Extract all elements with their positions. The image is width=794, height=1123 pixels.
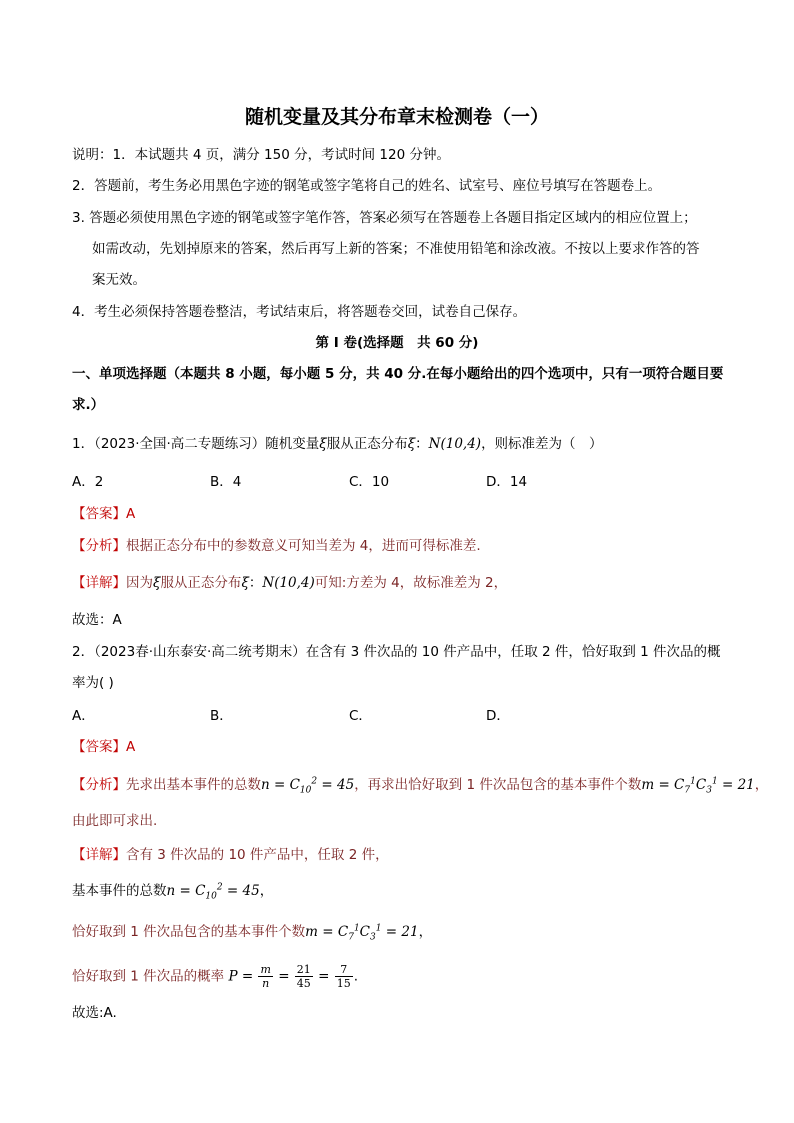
note-line-3: 3. 答题必须使用黑色字迹的钢笔或签字笔作答，答案必须写在答题卷上各题目指定区域内的相应位置上；	[72, 210, 697, 226]
m-formula: $m = C_7^1C_3^1 = 21$	[641, 776, 755, 796]
part-heading-cont: 求.）	[72, 397, 105, 413]
q2-stem: 2．（2023春·山东泰安·高二统考期末）在含有 3 件次品的 10 件产品中，任取 2 件，恰好取到 1 件次品的概	[72, 644, 721, 660]
q2-option-c: C．	[349, 708, 372, 724]
q2-stem-cont: 率为( )	[72, 675, 114, 691]
q2-analysis: 【分析】先求出基本事件的总数$n = C_{10}^2 = 45$，再求出恰好取到 1 件次品包含的基本事件个数$m = C_7^1C_3^1 = 21$，	[72, 776, 769, 796]
q2-total-events: 基本事件的总数$n = C_{10}^2 = 45$，	[72, 882, 274, 902]
fraction-7-15: $\frac{7}{15}$	[336, 963, 351, 990]
note-line-4: 4．考生必须保持答题卷整洁，考试结束后，将答题卷交回，试卷自己保存。	[72, 304, 527, 320]
q1-choice: 故选：A	[72, 612, 122, 628]
page-title: 随机变量及其分布章末检测卷（一）	[244, 106, 549, 128]
note-line-1: 说明：1．本试题共 4 页，满分 150 分，考试时间 120 分钟。	[72, 147, 450, 163]
note-line-3-cont: 如需改动，先划掉原来的答案，然后再写上新的答案；不准使用铅笔和涂改液。不按以上要求作答的答	[92, 241, 700, 257]
normal-dist: N(10,4)	[428, 436, 482, 452]
q2-detail: 【详解】含有 3 件次品的 10 件产品中，任取 2 件，	[72, 847, 389, 863]
note-line-2: 2．答题前，考生务必用黑色字迹的钢笔或签字笔将自己的姓名、试室号、座位号填写在答题卷上。	[72, 178, 662, 194]
fraction-m-n: $\frac{m}{n}$	[260, 963, 271, 990]
q1-stem: 1．（2023·全国·高二专题练习）随机变量ξ服从正态分布ξ：N(10,4)，则标准差为（ ）	[72, 436, 603, 452]
q2-option-a: A．	[72, 708, 95, 724]
q2-favorable-events: 恰好取到 1 件次品包含的基本事件个数$m = C_7^1C_3^1 = 21$，	[72, 923, 433, 943]
fraction-21-45: $\frac{21}{45}$	[296, 963, 311, 990]
q2-option-b: B．	[210, 708, 233, 724]
section-heading: 第 I 卷(选择题 共 60 分)	[315, 335, 479, 351]
q2-analysis-cont: 由此即可求出.	[72, 813, 158, 829]
q1-answer: 【答案】A	[72, 506, 136, 522]
q2-answer: 【答案】A	[72, 739, 136, 755]
xi-symbol: ξ	[319, 436, 327, 452]
q1-option-a: A．2	[72, 474, 104, 490]
q1-option-b: B．4	[210, 474, 242, 490]
n-formula: $n = C_{10}^2 = 45$	[261, 776, 355, 796]
q1-option-c: C．10	[349, 474, 390, 490]
q1-analysis: 【分析】根据正态分布中的参数意义可知当差为 4，进而可得标准差.	[72, 538, 481, 554]
note-line-3-end: 案无效。	[92, 272, 146, 288]
q2-choice: 故选:A.	[72, 1005, 117, 1021]
q2-option-d: D．	[486, 708, 510, 724]
q1-detail: 【详解】因为ξ服从正态分布ξ：N(10,4)可知:方差为 4，故标准差为 2，	[72, 575, 508, 591]
q1-option-d: D．14	[486, 474, 528, 490]
part-heading: 一、单项选择题（本题共 8 小题，每小题 5 分，共 40 分.在每小题给出的四个选项中，只有一项符合题目要	[72, 366, 724, 382]
q2-probability: 恰好取到 1 件次品的概率 P = $\frac{m}{n}$ = $\frac{21}{45}$ = $\frac{7}{15}$ .	[72, 963, 358, 990]
